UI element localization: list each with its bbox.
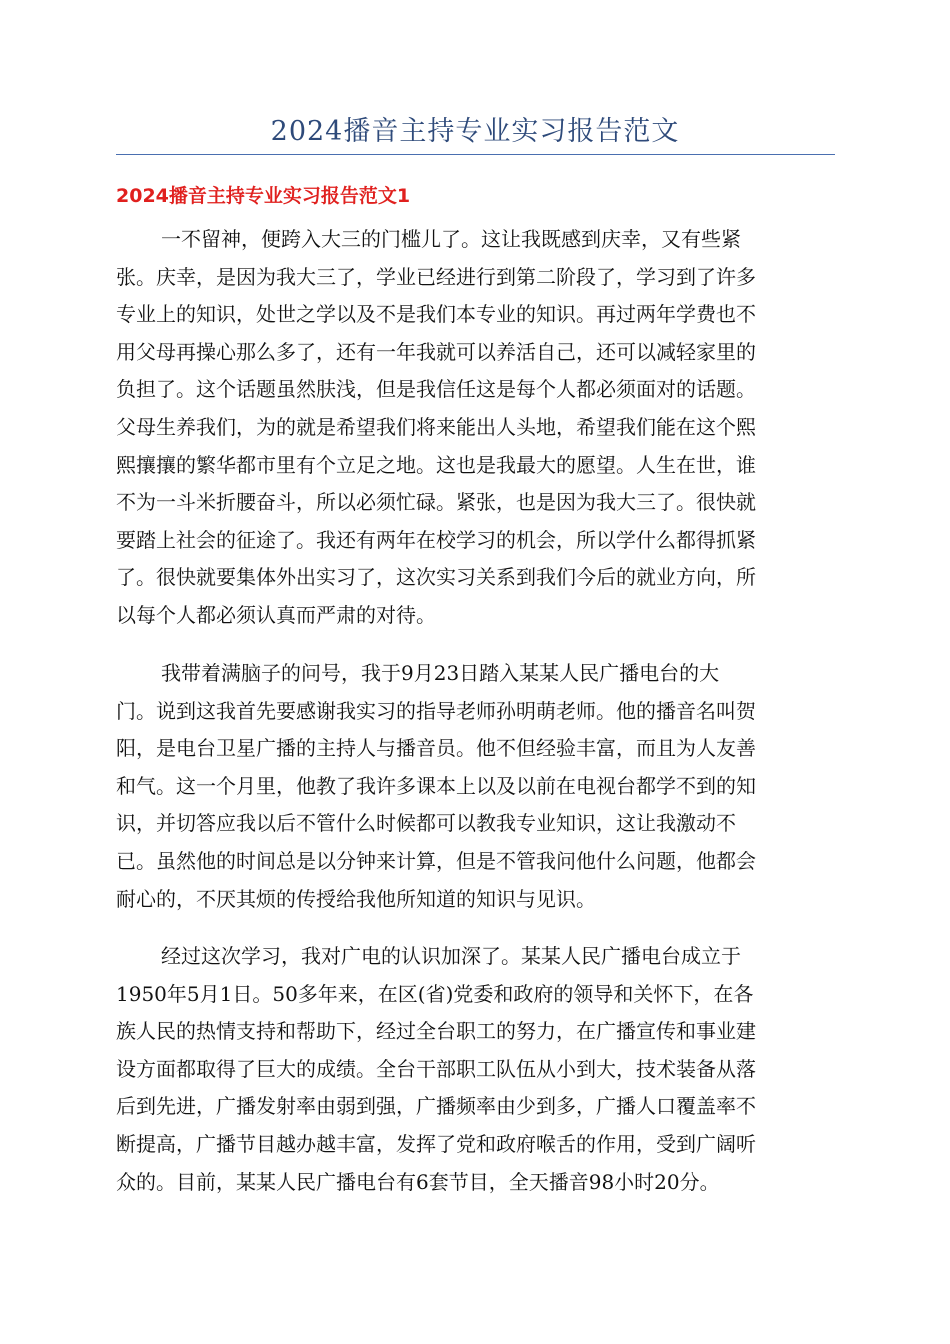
paragraph-line: 不为一斗米折腰奋斗，所以必须忙碌。紧张，也是因为我大三了。很快就	[116, 490, 756, 515]
section-heading: 2024播音主持专业实习报告范文1	[116, 185, 411, 207]
paragraph-line: 父母生养我们，为的就是希望我们将来能出人头地，希望我们能在这个熙	[116, 414, 756, 439]
paragraph-line: 熙攘攘的繁华都市里有个立足之地。这也是我最大的愿望。人生在世，谁	[116, 452, 756, 477]
paragraph-line: 经过这次学习，我对广电的认识加深了。某某人民广播电台成立于	[161, 944, 741, 968]
title-underline	[116, 154, 835, 155]
paragraph-1	[116, 221, 756, 635]
paragraph-line: 要踏上社会的征途了。我还有两年在校学习的机会，所以学什么都得抓紧	[116, 527, 756, 552]
paragraph-line: 一不留神，便跨入大三的门槛儿了。这让我既感到庆幸，又有些紧	[161, 227, 741, 251]
paragraph-line: 和气。这一个月里，他教了我许多课本上以及以前在电视台都学不到的知	[116, 773, 756, 798]
paragraph-line: 阳，是电台卫星广播的主持人与播音员。他不但经验丰富，而且为人友善	[116, 736, 756, 761]
paragraph-line: 众的。目前，某某人民广播电台有6套节目，全天播音98小时20分。	[116, 1169, 720, 1194]
paragraph-line: 1950年5月1日。50多年来，在区(省)党委和政府的领导和关怀下，在各	[116, 981, 754, 1006]
paragraph-line: 以每个人都必须认真而严肃的对待。	[116, 602, 436, 627]
paragraph-line: 族人民的热情支持和帮助下，经过全台职工的努力，在广播宣传和事业建	[116, 1019, 756, 1044]
paragraph-line: 了。很快就要集体外出实习了，这次实习关系到我们今后的就业方向，所	[116, 565, 756, 590]
document-title: 2024播音主持专业实习报告范文	[270, 116, 680, 147]
paragraph-line: 设方面都取得了巨大的成绩。全台干部职工队伍从小到大，技术装备从落	[116, 1056, 756, 1081]
paragraph-line: 专业上的知识，处世之学以及不是我们本专业的知识。再过两年学费也不	[116, 302, 756, 327]
paragraph-line: 张。庆幸，是因为我大三了，学业已经进行到第二阶段了，学习到了许多	[116, 264, 756, 289]
paragraph-line: 我带着满脑子的问号，我于9月23日踏入某某人民广播电台的大	[161, 661, 720, 685]
paragraph-3	[116, 938, 756, 1201]
paragraph-line: 识，并切答应我以后不管什么时候都可以教我专业知识，这让我激动不	[116, 811, 736, 836]
paragraph-line: 耐心的，不厌其烦的传授给我他所知道的知识与见识。	[116, 886, 596, 911]
paragraph-line: 负担了。这个话题虽然肤浅，但是我信任这是每个人都必须面对的话题。	[116, 377, 756, 402]
paragraph-line: 已。虽然他的时间总是以分钟来计算，但是不管我问他什么问题，他都会	[116, 848, 756, 873]
paragraph-line: 门。说到这我首先要感谢我实习的指导老师孙明萌老师。他的播音名叫贺	[116, 698, 756, 723]
paragraph-line: 用父母再操心那么多了，还有一年我就可以养活自己，还可以减轻家里的	[116, 339, 756, 364]
paragraph-line: 断提高，广播节目越办越丰富，发挥了党和政府喉舌的作用，受到广阔听	[116, 1131, 756, 1156]
paragraph-line: 后到先进，广播发射率由弱到强，广播频率由少到多，广播人口覆盖率不	[116, 1094, 756, 1119]
paragraph-2	[116, 655, 756, 918]
